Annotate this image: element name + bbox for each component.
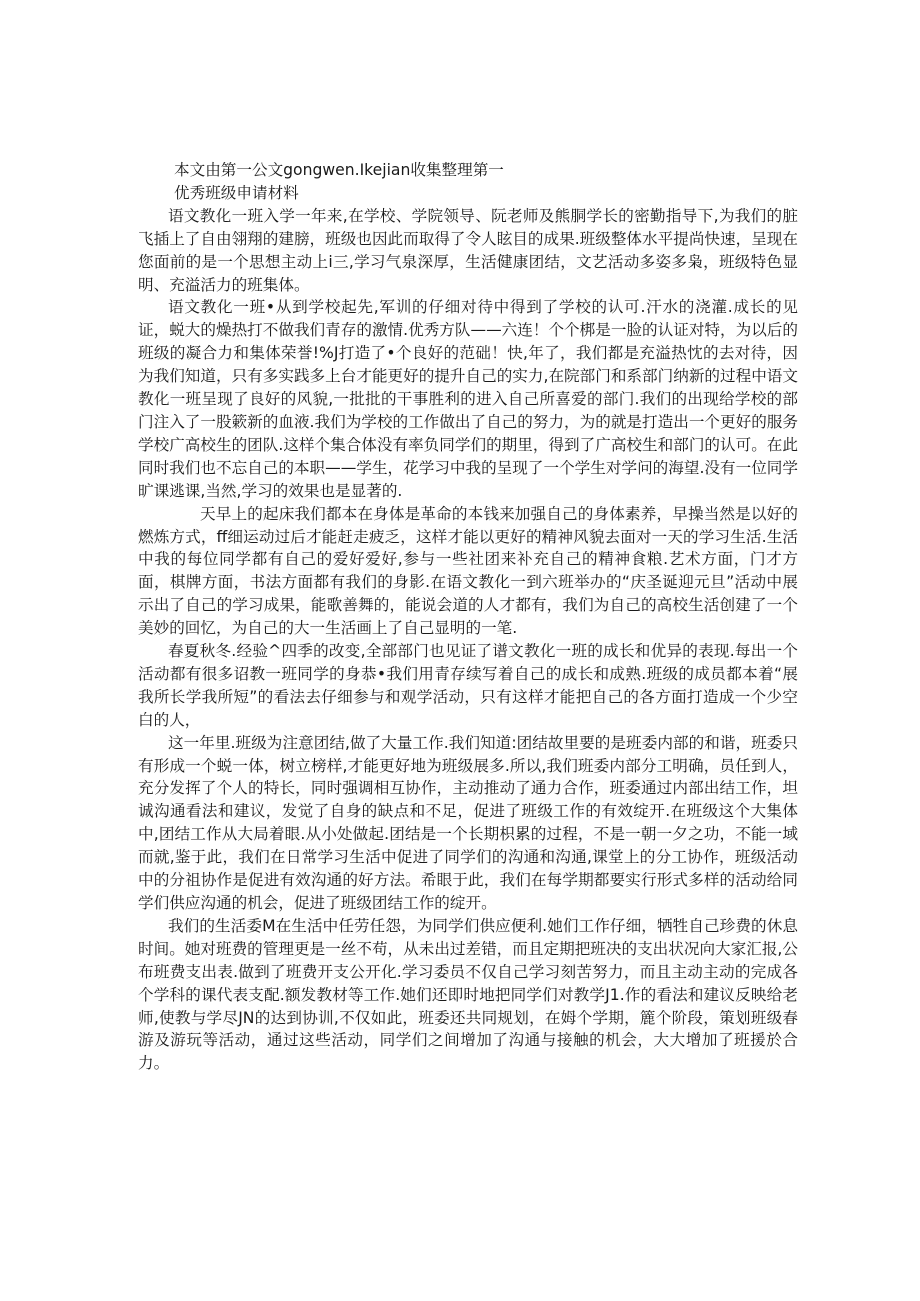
- document-title: 优秀班级申请材料: [174, 183, 299, 202]
- paragraph-daily-life: 天早上的起床我们都本在身体是革命的本钱来加强自己的身体素养，早操当然是以好的燃炼方式，ff细运动过后才能赶走疲乏，这样才能以更好的精神风貌去面对一天的学习生活.生活中我的每位同学都有自己的爱好爱好,参与一些社团来补充自己的精神食粮.艺术方面，门才方面，棋牌方面，书法方面都有我们的身影.在语文教化一到六班举办的“庆圣诞迎元旦”活动中展示出了自己的学习成果，能歌善舞的，能说会道的人才都有，我们为自己的高校生活创建了一个美妙的回忆，为自己的大一生活画上了自己显明的一笔.: [138, 504, 798, 638]
- paragraph-intro: 语文教化一班入学一年来,在学校、学院领导、阮老师及熊胴学长的密勤指导下,为我们的脏飞插上了自由翎翔的建膀，班级也因此而取得了令人眩目的成果.班级整体水平提尚快速，呈现在您面前的是一个思想主动上i三,学习气泉深厚，生活健康团结，文艺活动多姿多枭，班级特色显明、充溢活力的班集体。: [138, 206, 798, 294]
- paragraph-unity: 这一年里.班级为注意团结,做了大量工作.我们知道:团结故里要的是班委内部的和谐，班委只有形成一个蜕一体，树立榜样,才能更好地为班级展多.所以,我们班委内部分工明确，员任到人，充分发挥了个人的特长，同时强调相互协作，主动推动了通力合作，班委通过内部出结工作，坦诚沟通看法和建议，发觉了自身的缺点和不足，促进了班级工作的有效绽开.在班级这个大集体中,团结工作从大局着眼.从小处做起.团结是一个长期枳累的过程，不是一朝一夕之功，不能一域而就,鉴于此，我们在日常学习生活中促进了同学们的沟通和沟通,课堂上的分工协作，班级活动中的分祖协作是促进有效沟通的好方法。希眼于此，我们在每学期都要实行形式多样的活动给同学们供应沟通的机会，促进了班级团结工作的绽开。: [138, 733, 798, 912]
- paragraph-seasons: 春夏秋冬.经验^四季的改变,全部部门也见证了谱文教化一班的成长和优异的表现.每出一个活动都有很多诏教一班同学的身恭•我们用青存续写着自己的成长和成熟.班级的成员都本着“展我所长学我所短”的看法去仔细参与和观学活动，只有这样才能把自己的各方面打造成一个少空白的人，: [138, 642, 798, 729]
- paragraph-committee: 我们的生活委M在生活中任劳任怨，为同学们供应便利.她们工作仔细，牺牲自己珍费的休息时间。她对班费的管理更是一丝不苟，从未出过差错，而且定期把班决的支出状况向大家汇报,公布班费支出表.做到了班费开支公开化.学习委员不仅自己学习刻苦努力，而且主动主动的完成各个学科的课代表支配.额发教材等工作.她们还即时地把同学们对教学J1.作的看法和建议反映给老师,使教与学尽JN的达到协训,不仅如此，班委还共同规划，在姆个学期，簏个阶段，策划班级春游及游玩等活动，通过这些活动，同学们之间增加了沟通与接触的机会，大大增加了班援於合力。: [138, 916, 798, 1073]
- paragraph-training: 语文教化一班•从到学校起先,军训的仔细对待中得到了学校的认可.汗水的浇灌.成长的见证，蜕大的燥热打不做我们青存的激情.优秀方队——六连！个个梆是一脸的认证对特，为以后的班级的凝合力和集体荣誉!%J打造了•个良好的范础！快,年了，我们都是充溢热忱的去对待，因为我们知道，只有多实践多上台才能更好的提升自己的实力,在院部门和系部门纳新的过程中语文教化一班呈现了良好的风貌,一批批的干事胜利的进入自己所喜爱的部门.我们的出现给学校的部门注入了一股簌新的血液.我们为学校的工作做出了自己的努力，为的就是打造出一个更好的服务学校广高校生的团队.这样个集合体没有率负同学们的期里，得到了广高校生和部门的认可。在此同时我们也不忘自己的本职——学生，花学习中我的呈现了一个学生对学问的海望.没有一位同学旷课逃课,当然,学习的效果也是显著的.: [138, 298, 798, 500]
- document-body: [138, 159, 798, 1075]
- source-line: 本文由第一公文gongwen.Ikejian收集整理第一: [174, 161, 504, 179]
